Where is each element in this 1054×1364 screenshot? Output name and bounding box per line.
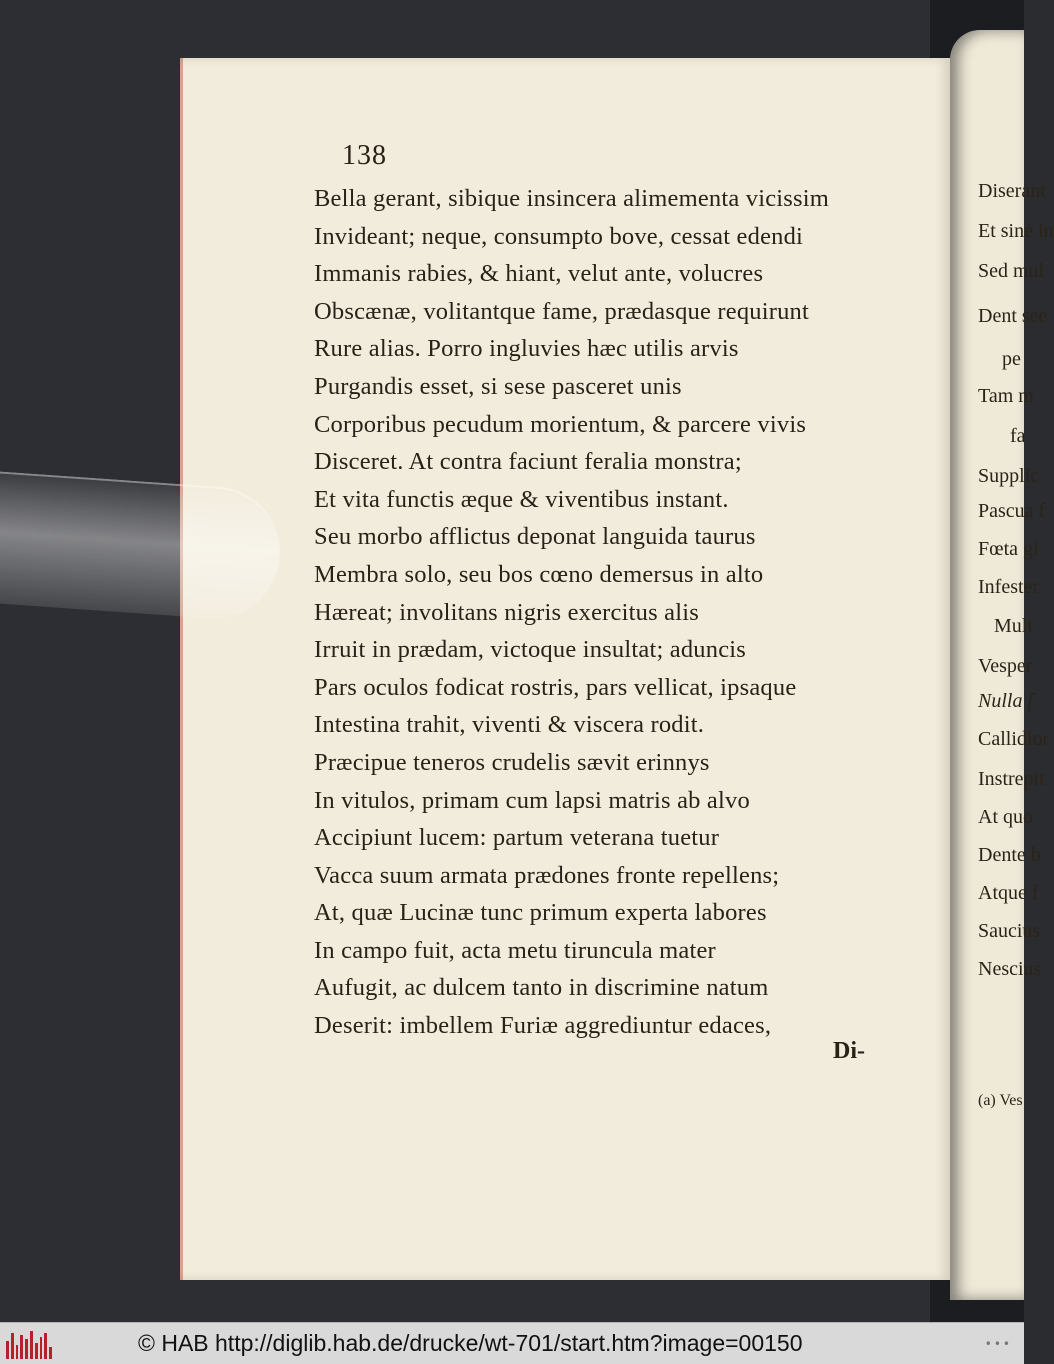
facing-line: Mult: [994, 615, 1033, 637]
facing-line: Fœta gl: [978, 538, 1039, 560]
facing-line: Et sine in: [978, 220, 1054, 242]
verse-line: Et vita functis æque & viventibus instant.: [314, 485, 729, 513]
verse-line: Accipiunt lucem: partum veterana tuetur: [314, 824, 720, 852]
facing-line: Diserant: [978, 180, 1046, 202]
verse-line: Obscænæ, volitantque fame, prædasque requirunt: [314, 297, 810, 325]
facing-line: Tam m: [978, 385, 1034, 407]
facing-line: Saucius: [978, 920, 1041, 942]
facing-line: Instrepit: [978, 768, 1045, 790]
facing-footnote: (a) Ves: [978, 1092, 1023, 1109]
verse-line: In vitulos, primam cum lapsi matris ab alvo: [314, 786, 750, 814]
facing-line: Sed mul: [978, 260, 1045, 282]
verse-line: Corporibus pecudum morientum, & parcere vivis: [314, 410, 807, 438]
verse-line: Membra solo, seu bos cœno demersus in alto: [314, 560, 764, 588]
verse-line: Bella gerant, sibique insincera alimementa vicissim: [314, 185, 830, 212]
verse-line: Irruit in prædam, victoque insultat; aduncis: [314, 636, 747, 664]
facing-page: [950, 30, 1054, 1300]
page-number: 138: [342, 140, 387, 171]
verse-line: Aufugit, ac dulcem tanto in discrimine natum: [314, 974, 769, 1002]
facing-line: pe: [1002, 348, 1021, 370]
copyright-link[interactable]: © HAB http://diglib.hab.de/drucke/wt-701/start.htm?image=00150: [138, 1330, 803, 1356]
facing-line: Pascua f: [978, 500, 1046, 522]
facing-line: At quo: [978, 806, 1033, 828]
verse-line: Intestina trahit, viventi & viscera rodit.: [314, 711, 705, 739]
facing-line: fa: [1010, 425, 1026, 447]
facing-line: Callidior: [978, 728, 1050, 750]
verse-text: [314, 180, 829, 1045]
verse-line: Purgandis esset, si sese pasceret unis: [314, 372, 682, 400]
verse-line: Deserit: imbellem Furiæ aggrediuntur edaces,: [314, 1012, 772, 1040]
verse-line: Vacca suum armata prædones fronte repellens;: [314, 861, 780, 889]
facing-line: Infester: [978, 576, 1040, 598]
facing-line: Nescius: [978, 958, 1042, 980]
scanner-glare: [0, 469, 284, 623]
facing-line: Vesper: [978, 655, 1033, 677]
verse-line: Hæreat; involitans nigris exercitus alis: [314, 598, 699, 626]
catchword: Di-: [833, 1038, 865, 1064]
hab-logo-icon: [6, 1329, 52, 1359]
verse-line: Invideant; neque, consumpto bove, cessat edendi: [314, 222, 804, 250]
facing-line: Atque f: [978, 882, 1039, 904]
verse-line: Disceret. At contra faciunt feralia monstra;: [314, 448, 742, 476]
more-icon: •••: [984, 1337, 1012, 1351]
verse-line: Immanis rabies, & hiant, velut ante, volucres: [314, 260, 764, 288]
verse-line: Præcipue teneros crudelis sævit erinnys: [314, 748, 710, 776]
verse-line: Seu morbo afflictus deponat languida taurus: [314, 523, 756, 551]
facing-line: Nulla f: [978, 690, 1034, 712]
facing-line: Dente b: [978, 844, 1041, 866]
verse-line: Rure alias. Porro ingluvies hæc utilis arvis: [314, 335, 739, 363]
facing-line: Supplic: [978, 465, 1040, 487]
footer-bar: [0, 1322, 1024, 1364]
verse-line: Pars oculos fodicat rostris, pars vellicat, ipsaque: [314, 673, 797, 701]
verse-line: In campo fuit, acta metu tiruncula mater: [314, 936, 716, 964]
facing-line: Dent see: [978, 305, 1048, 327]
verse-line: At, quæ Lucinæ tunc primum experta labores: [314, 899, 767, 927]
